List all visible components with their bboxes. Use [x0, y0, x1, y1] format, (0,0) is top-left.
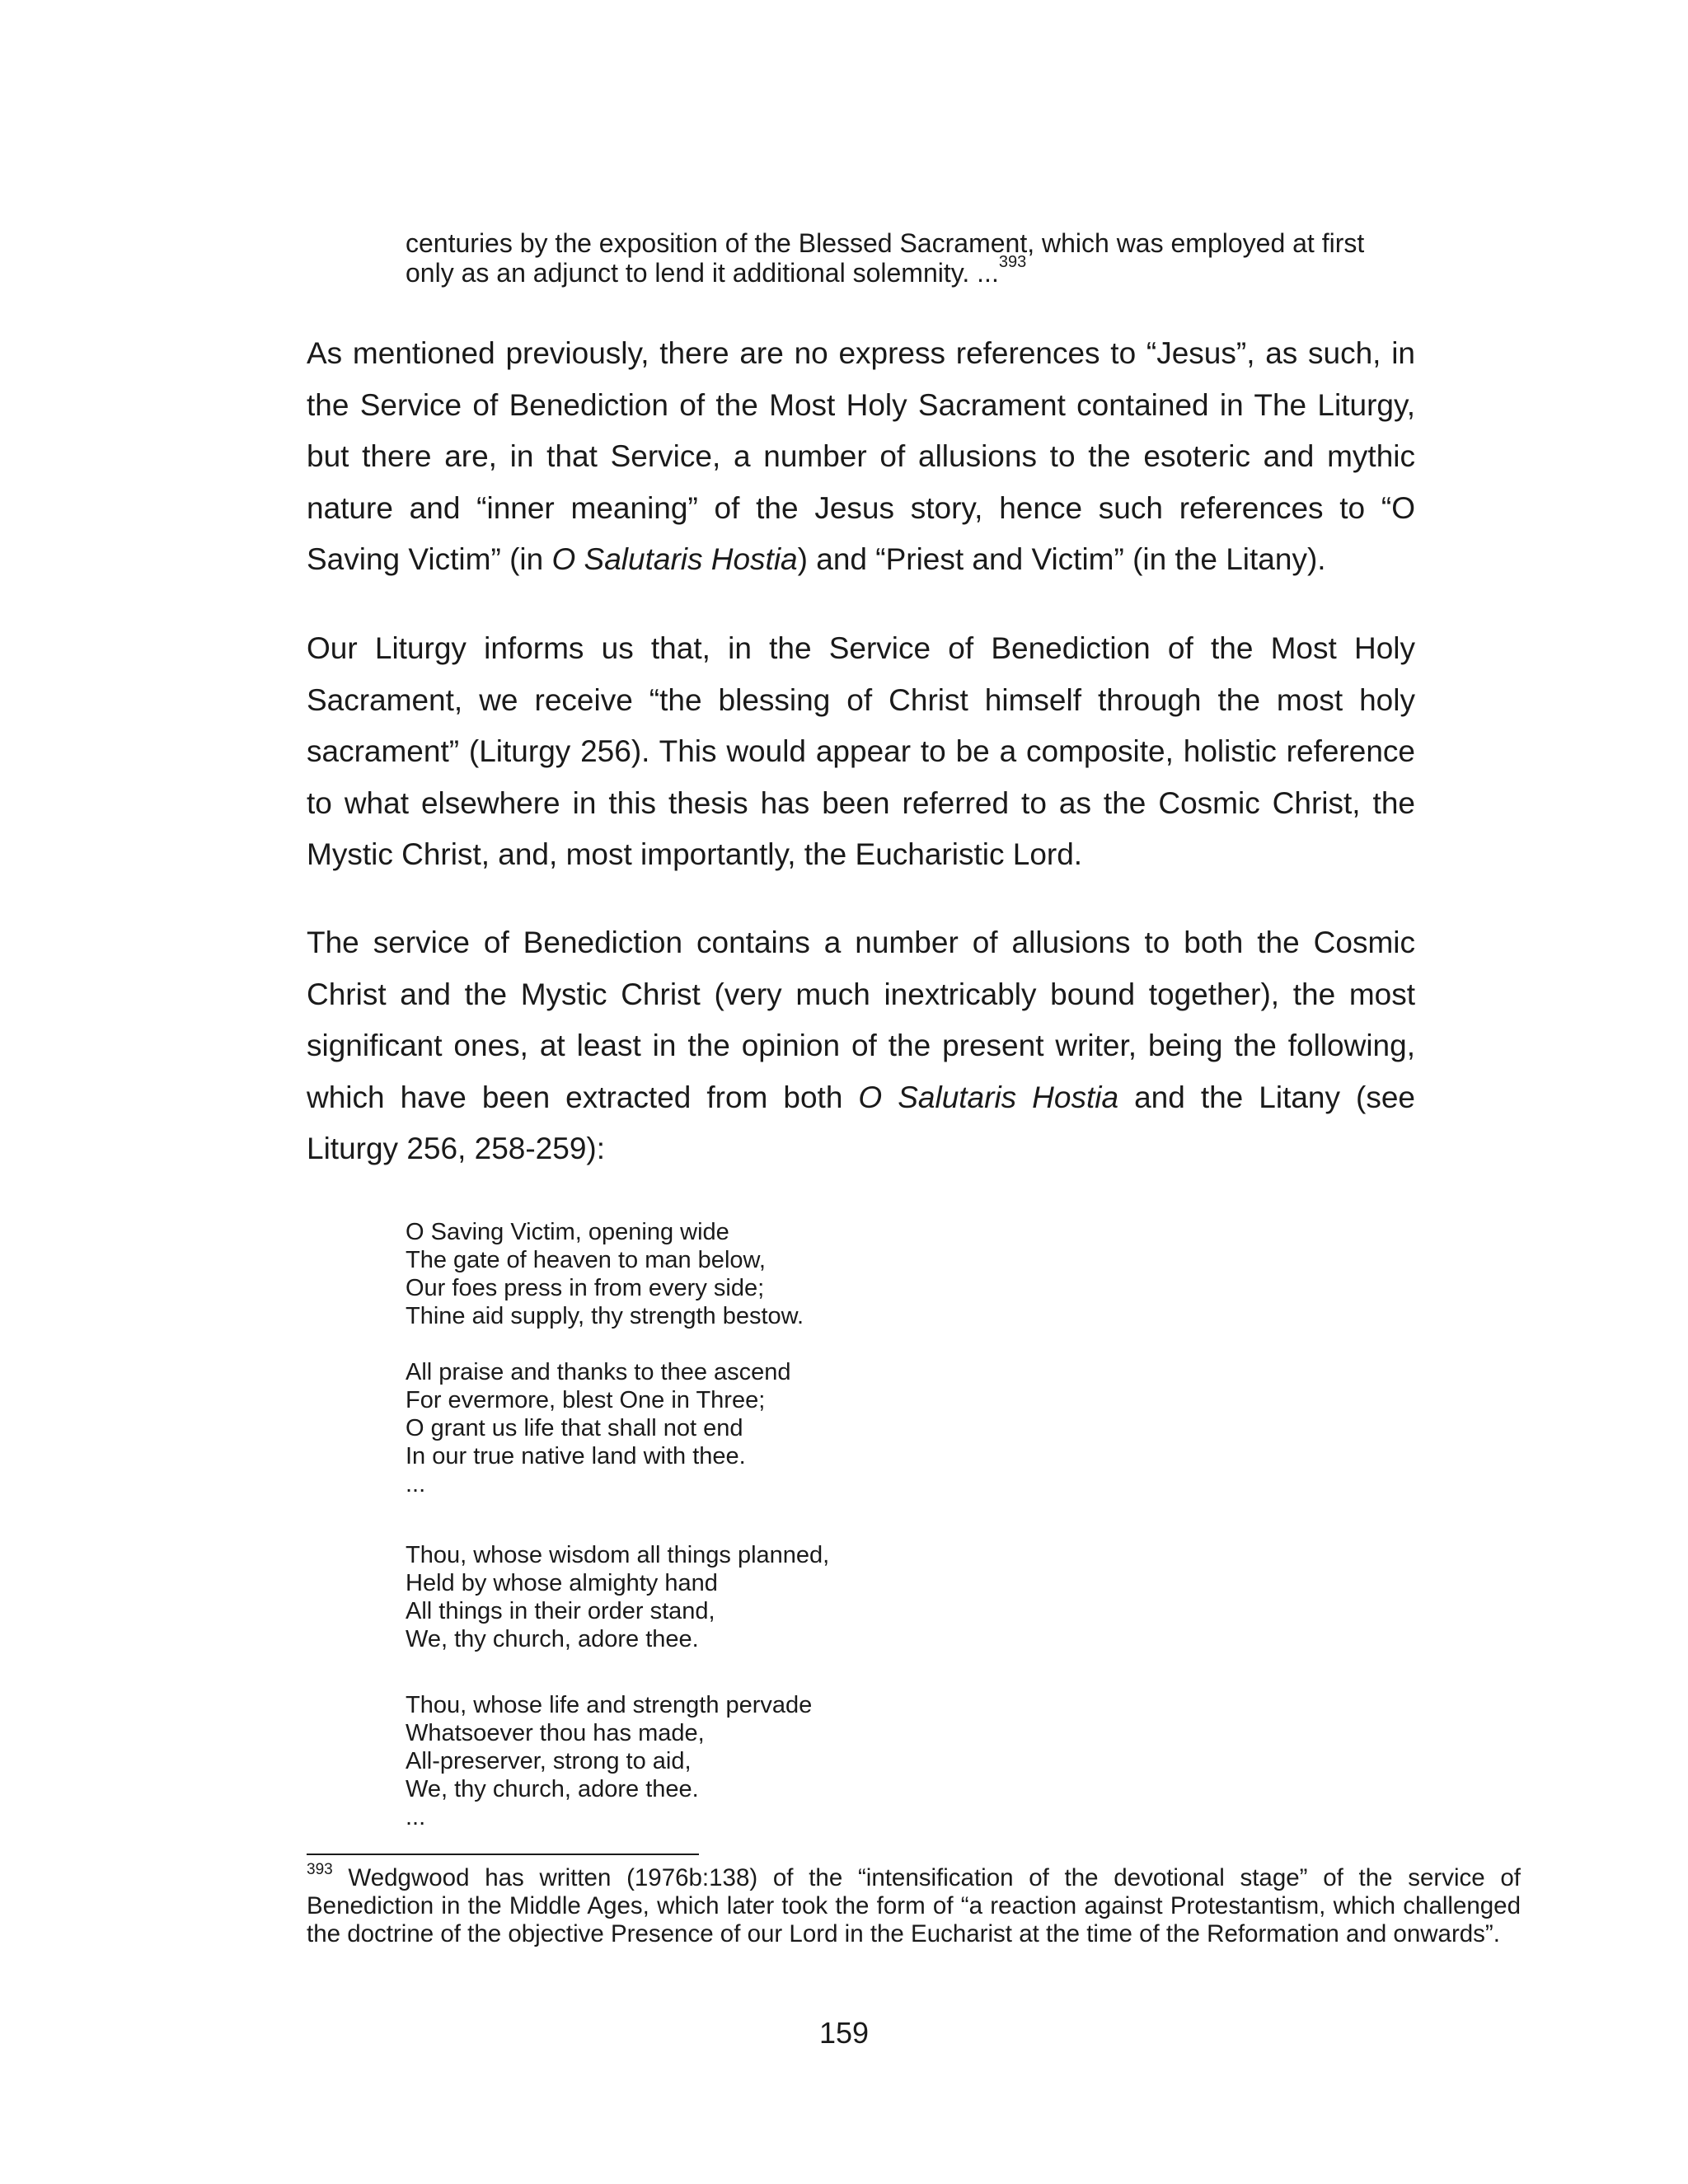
paragraph-3-italic-title: O Salutaris Hostia	[858, 1080, 1119, 1114]
block-quote-continuation	[406, 229, 1436, 288]
paragraph-3-text-start: The service of Benediction contains a number of allusions to both the Cosmic Christ and the Mystic Christ (very much inextricably bound together), the most significant ones, at least in the opinion of the present writer, being the following, which have been extracted from both	[307, 926, 1415, 1114]
paragraph-1-text-start: As mentioned previously, there are no express references to “Jesus”, as such, in the Service of Benediction of the Most Holy Sacrament contained in The Liturgy, but there are, in that Service, a number of allusions to the esoteric and mythic nature and “inner meaning” of the Jesus story, hence such references to “O Saving Victim” (in	[307, 336, 1415, 576]
footnote-separator	[307, 1854, 699, 1855]
page-number: 159	[818, 2016, 870, 2050]
paragraph-1-text-end: ) and “Priest and Victim” (in the Litany).	[797, 542, 1326, 576]
footnote-number: 393	[307, 1861, 333, 1878]
verse-line: Thou, whose life and strength pervade	[406, 1692, 813, 1718]
verse-line: We, thy church, adore thee.	[406, 1776, 699, 1802]
paragraph-3-text-end: and the Litany (see Liturgy 256, 258-259):	[307, 1080, 1415, 1165]
verse-line: In our true native land with thee.	[406, 1443, 746, 1469]
footnote	[307, 1861, 1521, 1948]
paragraph-1-italic-title: O Salutaris Hostia	[551, 542, 798, 576]
verse-line: Whatsoever thou has made,	[406, 1720, 705, 1746]
verse-line: For evermore, blest One in Three;	[406, 1387, 766, 1413]
footnote-reference: 393	[998, 252, 1027, 271]
paragraph-2: Our Liturgy informs us that, in the Service of Benediction of the Most Holy Sacrament, we receive “the blessing of Christ himself through the most holy sacrament” (Liturgy 256). This would appear to be a composite, holistic reference to what elsewhere in this thesis has been referred to as the Cosmic Christ, the Mystic Christ, and, most importantly, the Eucharistic Lord.	[307, 631, 1415, 871]
verse-ellipsis: ...	[406, 1804, 426, 1830]
verse-line: The gate of heaven to man below,	[406, 1247, 766, 1273]
quote-line-2	[406, 252, 1436, 288]
verse-line: Our foes press in from every side;	[406, 1275, 765, 1301]
verse-line: O grant us life that shall not end	[406, 1415, 743, 1441]
paragraph-1	[307, 328, 1415, 586]
verse-stanza-2	[406, 1358, 791, 1498]
verse-line: Thou, whose wisdom all things planned,	[406, 1542, 830, 1568]
quote-line-2-text: only as an adjunct to lend it additional solemnity. ...	[406, 257, 999, 288]
verse-line: O Saving Victim, opening wide	[406, 1219, 729, 1245]
footnote-text: Wedgwood has written (1976b:138) of the “intensification of the devotional stage” of the service of Benediction in the Middle Ages, which later took the form of “a reaction against Protestantism, which challenged the doctrine of the objective Presence of our Lord in the Eucharist at the time of the Reformation and onwards”.	[307, 1864, 1521, 1947]
verse-line: Thine aid supply, thy strength bestow.	[406, 1303, 804, 1329]
verse-line: All things in their order stand,	[406, 1598, 715, 1624]
quote-line-1: centuries by the exposition of the Blessed Sacrament, which was employed at first	[406, 228, 1365, 258]
verse-line: Held by whose almighty hand	[406, 1570, 718, 1596]
verse-line: All praise and thanks to thee ascend	[406, 1359, 791, 1385]
verse-stanza-3	[406, 1541, 829, 1653]
paragraph-3	[307, 917, 1415, 1175]
verse-line: We, thy church, adore thee.	[406, 1626, 699, 1652]
verse-stanza-4	[406, 1691, 812, 1831]
verse-ellipsis: ...	[406, 1471, 426, 1497]
verse-stanza-1	[406, 1218, 804, 1330]
verse-line: All-preserver, strong to aid,	[406, 1748, 692, 1774]
